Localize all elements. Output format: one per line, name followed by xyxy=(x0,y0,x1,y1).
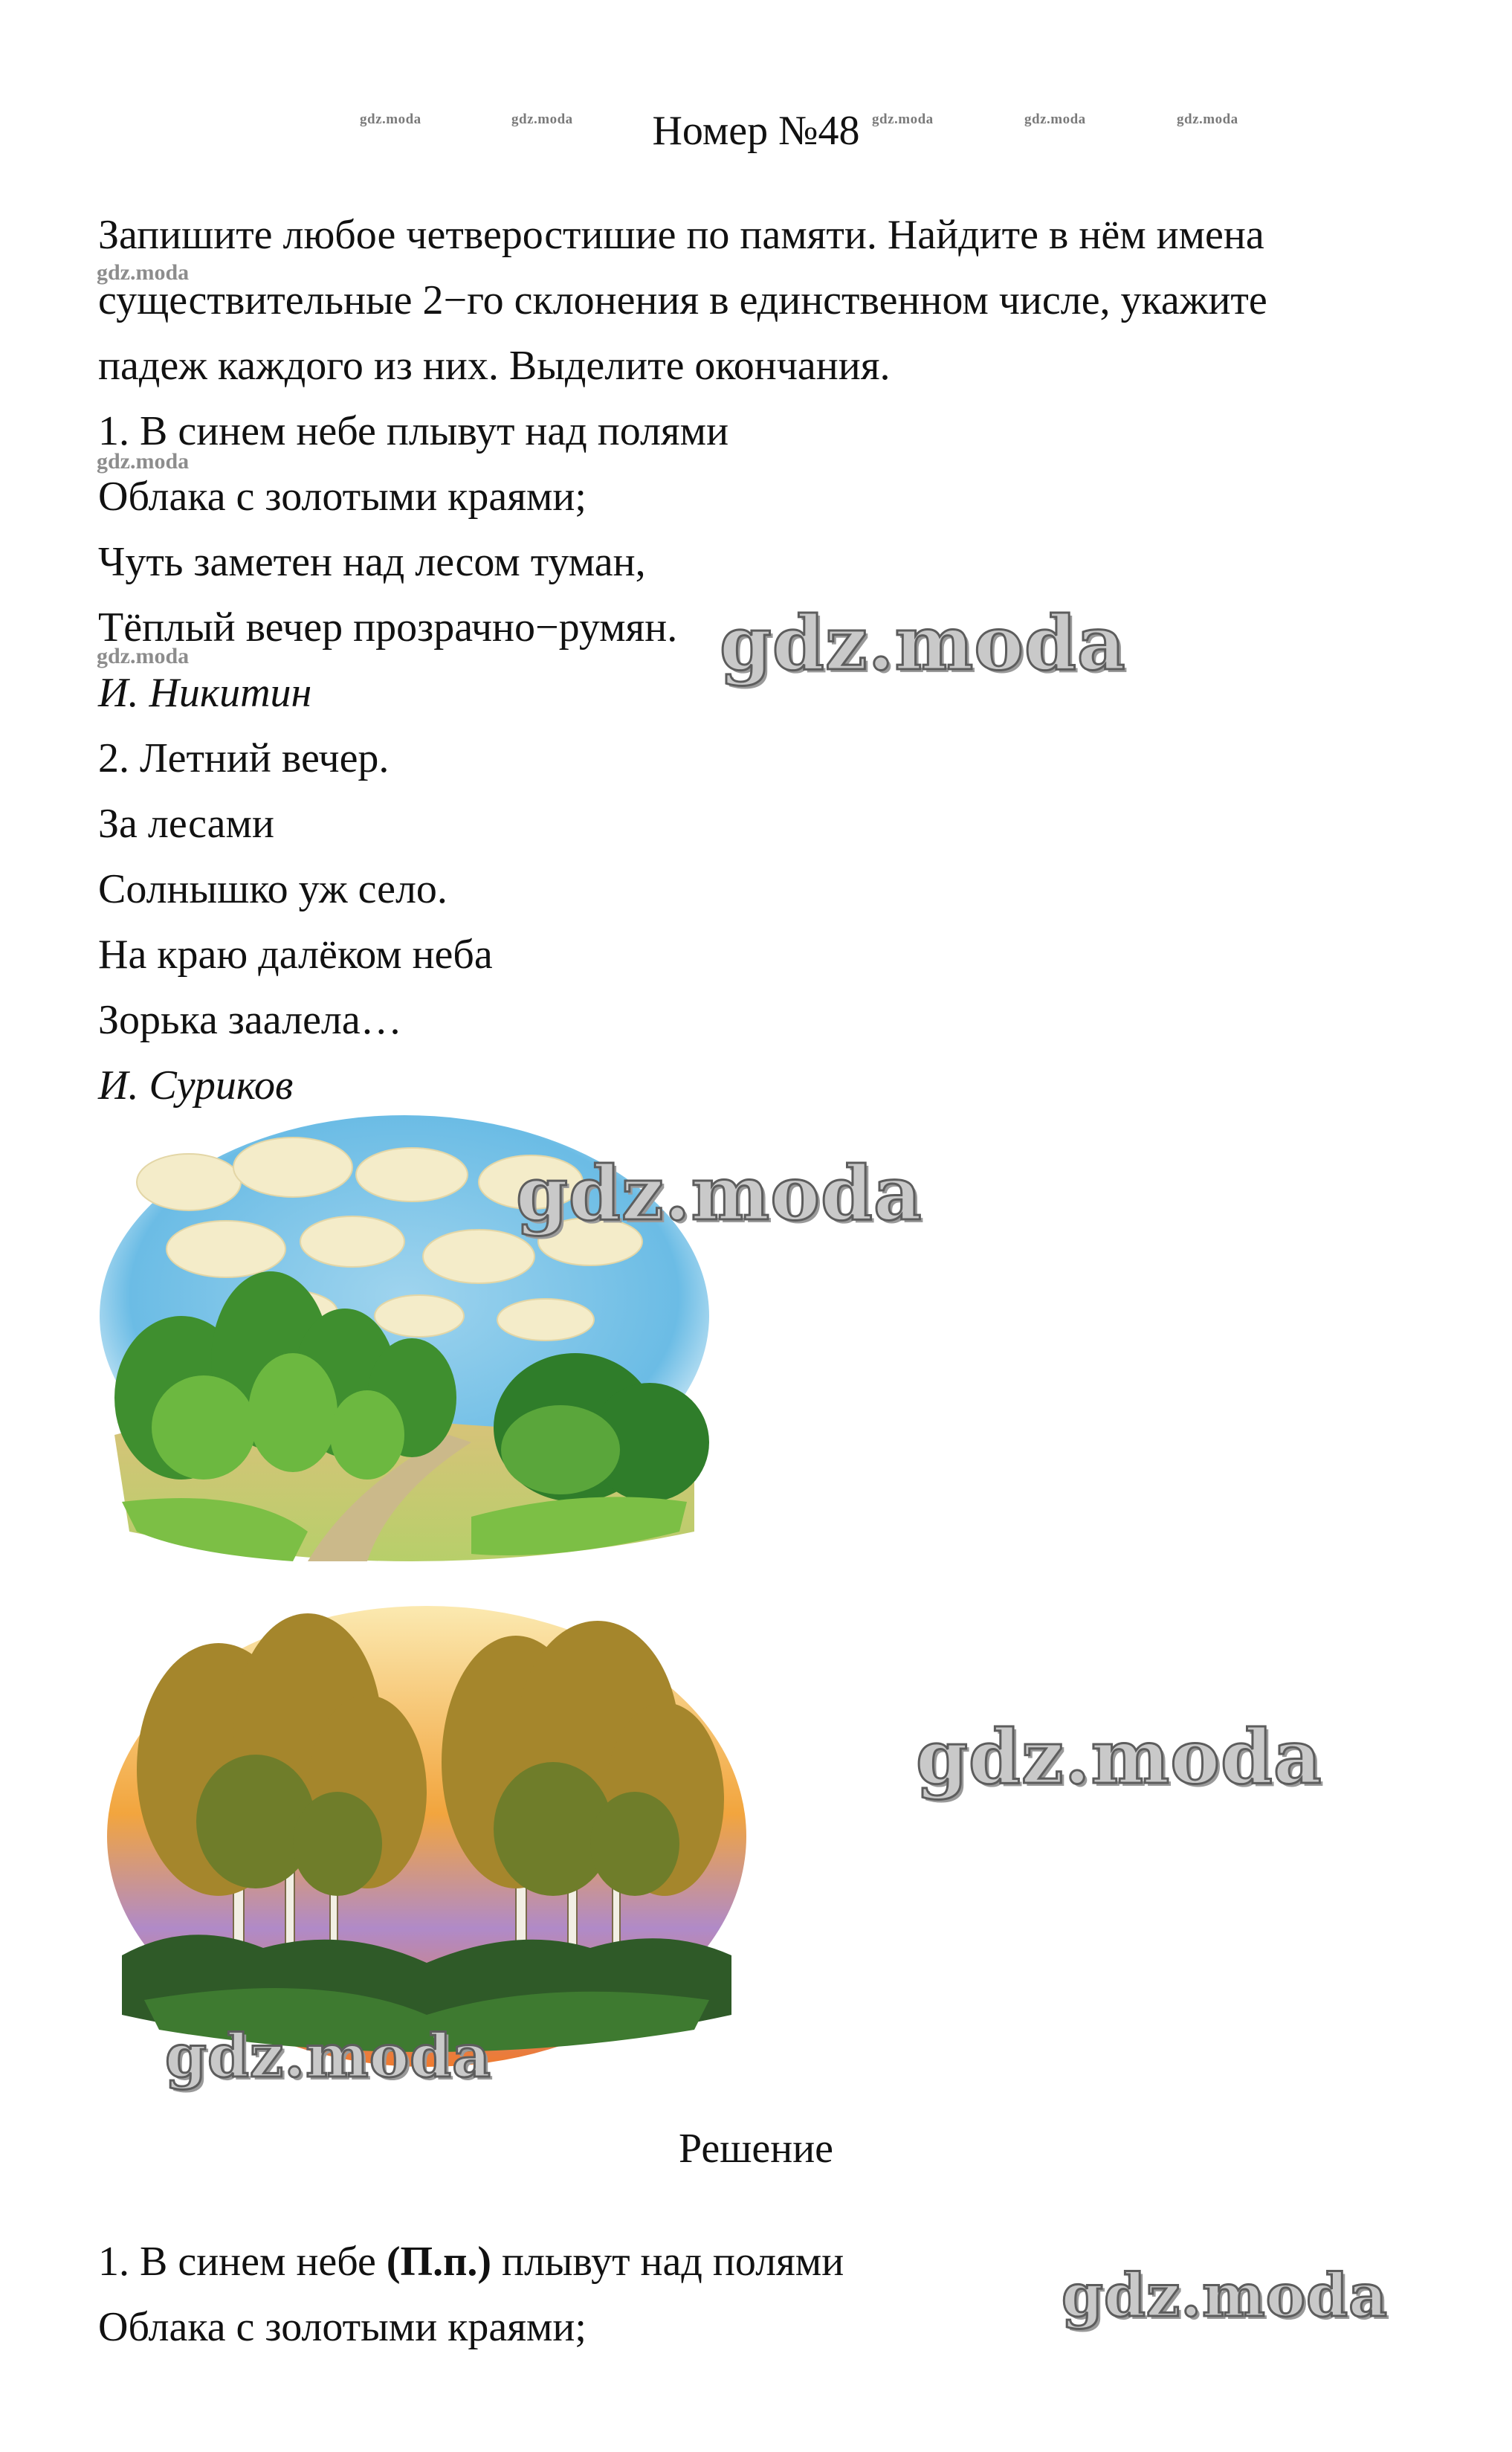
solution-line-1-end: плывут над полями xyxy=(491,2239,844,2285)
task-line-3: падеж каждого из них. Выделите окончания. xyxy=(98,343,891,389)
big-watermark-3: gdz.moda xyxy=(916,1713,1322,1801)
big-watermark-2: gdz.moda xyxy=(516,1149,923,1237)
header-watermark-3: gdz.moda xyxy=(872,112,934,127)
solution-line-1 xyxy=(98,2233,844,2290)
sunset-forest-illustration xyxy=(100,1598,754,2074)
big-watermark-5: gdz.moda xyxy=(1062,2260,1388,2330)
solution-heading: Решение xyxy=(678,2126,834,2172)
side-watermark-1: gdz.moda xyxy=(97,260,190,285)
side-watermark-2: gdz.moda xyxy=(97,449,190,474)
poem2-line-2: За лесами xyxy=(98,801,274,847)
case-mark-bold: (П.п.) xyxy=(386,2239,491,2285)
poem1-line-2: Облака с золотыми краями; xyxy=(98,474,587,520)
poem2-line-5: Зорька заалела… xyxy=(98,997,402,1043)
task-line-2: существительные 2−го склонения в единственном числе, укажите xyxy=(98,277,1267,323)
header-watermark-5: gdz.moda xyxy=(1177,112,1238,127)
header-watermark-2: gdz.moda xyxy=(511,112,573,127)
task-line-1: Запишите любое четверостишие по памяти. Найдите в нём имена xyxy=(98,212,1264,258)
poem2-line-4: На краю далёком неба xyxy=(98,932,493,978)
poem1-author: И. Никитин xyxy=(98,670,312,716)
header-watermark-4: gdz.moda xyxy=(1024,112,1086,127)
poem2-line-1: 2. Летний вечер. xyxy=(98,735,390,781)
solution-line-1-start: 1. В синем небе xyxy=(98,2239,387,2285)
page-title: Номер №48 xyxy=(652,108,860,154)
big-watermark-4: gdz.moda xyxy=(165,2021,491,2091)
big-watermark-1: gdz.moda xyxy=(720,599,1126,687)
poem2-author: И. Суриков xyxy=(98,1062,294,1109)
solution-line-2: Облака с золотыми краями; xyxy=(98,2304,587,2350)
poem2-line-3: Солнышко уж село. xyxy=(98,866,448,912)
poem1-line-1: 1. В синем небе плывут над полями xyxy=(98,408,729,454)
side-watermark-3: gdz.moda xyxy=(97,644,190,668)
header-watermark-1: gdz.moda xyxy=(360,112,421,127)
poem1-line-4: Тёплый вечер прозрачно−румян. xyxy=(98,604,678,651)
poem1-line-3: Чуть заметен над лесом туман, xyxy=(98,539,646,585)
